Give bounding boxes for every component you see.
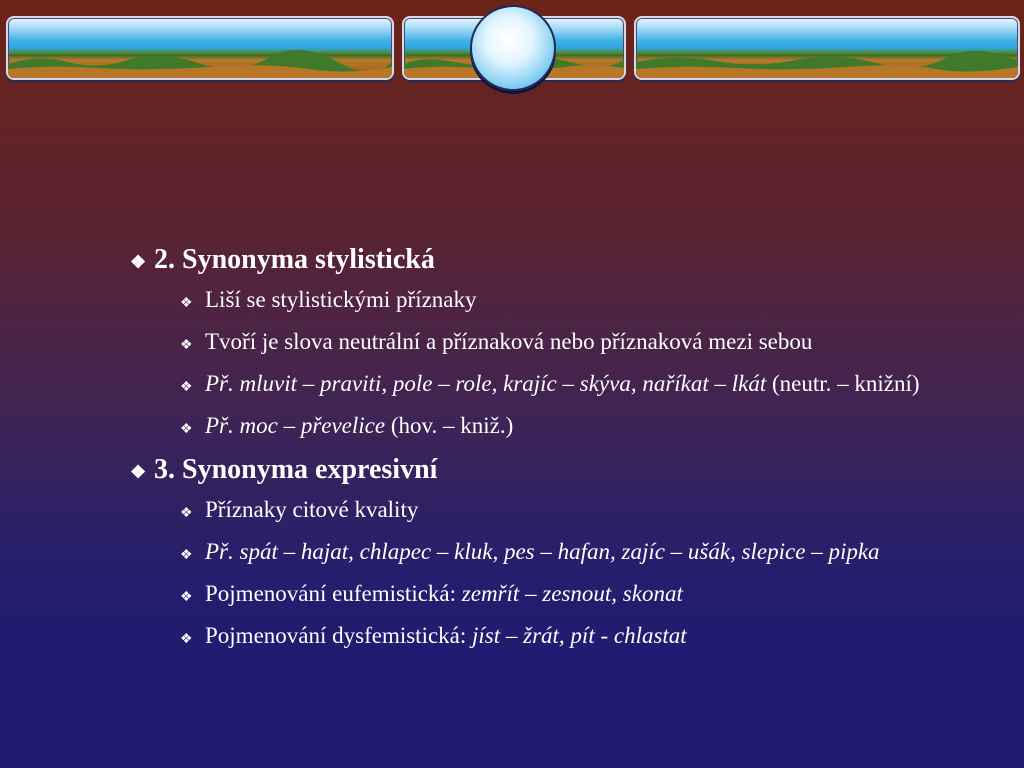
text-segment: (neutr. – knižní) <box>766 371 920 396</box>
slide-content <box>130 243 1010 663</box>
level1-bullet <box>130 453 1010 489</box>
text-segment: (hov. – kniž.) <box>385 413 514 438</box>
diamond-bullet-icon: ❖ <box>180 338 193 353</box>
diamond-bullet-icon: ❖ <box>180 296 193 311</box>
hills-graphic <box>8 50 392 78</box>
level2-bullet <box>180 411 1010 445</box>
header-banner-right <box>634 16 1020 80</box>
text-segment: Liší se stylistickými příznaky <box>205 287 477 312</box>
level2-bullet <box>180 537 1010 571</box>
hills-graphic <box>636 50 1018 78</box>
italic-example-text: zemřít – zesnout, skonat <box>461 581 683 606</box>
diamond-bullet-icon: ❖ <box>180 548 193 563</box>
text-segment: Pojmenování dysfemistická: <box>205 623 473 648</box>
italic-example-text: Př. spát – hajat, chlapec – kluk, pes – hafan, zajíc – ušák, slepice – pipka <box>205 539 880 564</box>
italic-example-text: jíst – žrát, pít - chlastat <box>472 623 687 648</box>
level2-bullet <box>180 495 1010 529</box>
level2-bullet <box>180 285 1010 319</box>
diamond-bullet-icon: ❖ <box>180 380 193 395</box>
level1-heading: 3. Synonyma expresivní <box>154 454 438 485</box>
diamond-bullet-icon: ❖ <box>180 422 193 437</box>
text-segment: Pojmenování eufemistická: <box>205 581 462 606</box>
diamond-bullet-icon: ❖ <box>130 252 147 272</box>
bullet-text <box>205 495 1010 525</box>
bullet-text <box>205 369 1010 399</box>
diamond-bullet-icon: ❖ <box>180 506 193 521</box>
text-segment: Tvoří je slova neutrální a příznaková nebo příznaková mezi sebou <box>205 329 813 354</box>
diamond-bullet-icon: ❖ <box>130 462 147 482</box>
level2-bullet <box>180 369 1010 403</box>
bullet-text <box>205 411 1010 441</box>
bullet-text <box>205 537 1010 567</box>
level1-bullet <box>130 243 1010 279</box>
bullet-text <box>205 327 1010 357</box>
globe-icon <box>470 5 556 91</box>
bullet-text <box>205 621 1010 651</box>
italic-example-text: Př. moc – převelice <box>205 413 386 438</box>
italic-example-text: Př. mluvit – praviti, pole – role, krajíc – skýva, naříkat – lkát <box>205 371 767 396</box>
diamond-bullet-icon: ❖ <box>180 590 193 605</box>
bullet-text <box>205 285 1010 315</box>
level2-bullet <box>180 621 1010 655</box>
footer-band <box>0 686 1024 768</box>
level1-heading: 2. Synonyma stylistická <box>154 244 435 275</box>
bullet-text <box>205 579 1010 609</box>
level2-bullet <box>180 579 1010 613</box>
text-segment: Příznaky citové kvality <box>205 497 419 522</box>
header-banner-left <box>6 16 394 80</box>
diamond-bullet-icon: ❖ <box>180 632 193 647</box>
level2-bullet <box>180 327 1010 361</box>
